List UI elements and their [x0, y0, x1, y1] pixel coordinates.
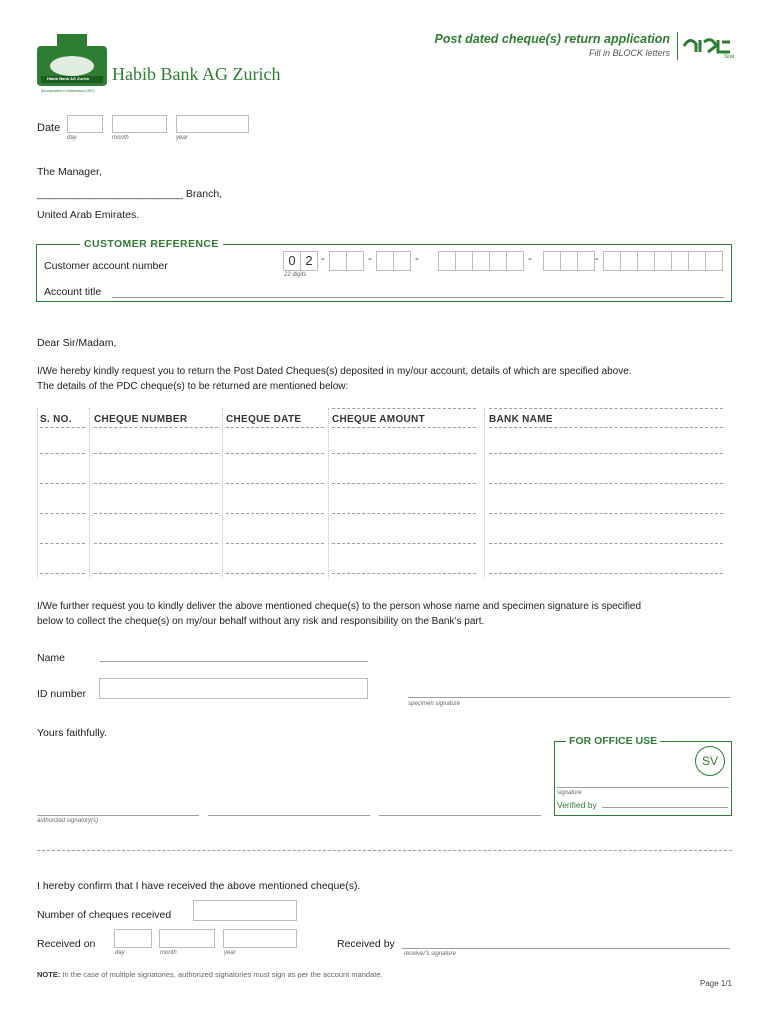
account-digit-box[interactable] [455, 251, 473, 271]
col-header-bank-name: BANK NAME [489, 414, 553, 425]
cell-cheque-number[interactable] [94, 513, 218, 514]
table-row[interactable] [37, 513, 725, 517]
account-digit-box[interactable] [577, 251, 595, 271]
cell-bank-name[interactable] [489, 483, 723, 484]
account-separator: - [321, 253, 325, 265]
cell-sno[interactable] [40, 543, 85, 544]
specimen-signature-line[interactable] [408, 688, 730, 698]
cell-cheque-number[interactable] [94, 453, 218, 454]
account-digit-box[interactable] [620, 251, 638, 271]
cell-cheque-date[interactable] [226, 453, 324, 454]
col-header-cheque-amount: CHEQUE AMOUNT [332, 414, 425, 425]
authorized-signature-line[interactable] [37, 806, 199, 816]
form-title: Post dated cheque(s) return application [434, 32, 670, 46]
collector-name-field[interactable] [100, 650, 368, 662]
cheque-table [37, 405, 725, 580]
account-digit-box[interactable] [543, 251, 561, 271]
sirat-logo-text: Sirat [723, 54, 734, 60]
col-header-sno: S. NO. [40, 414, 72, 425]
office-signature-caption: signature [557, 790, 582, 796]
col-header-cheque-number: CHEQUE NUMBER [94, 414, 188, 425]
cell-cheque-date[interactable] [226, 573, 324, 574]
cell-cheque-amount[interactable] [332, 513, 476, 514]
date-label: Date [37, 122, 61, 134]
form-subtitle: Fill in BLOCK letters [588, 48, 670, 58]
cell-cheque-amount[interactable] [332, 543, 476, 544]
collector-name-label: Name [37, 652, 66, 664]
header-topline [332, 408, 476, 409]
specimen-signature-caption: specimen signature [408, 701, 461, 707]
date-year-input[interactable] [176, 115, 249, 133]
received-on-label: Received on [37, 938, 96, 950]
digits-hint: 22 digits [284, 272, 307, 278]
cell-cheque-number[interactable] [94, 573, 218, 574]
cell-cheque-number[interactable] [94, 483, 218, 484]
cell-sno[interactable] [40, 513, 85, 514]
account-digit-box[interactable] [472, 251, 490, 271]
header-topline [489, 408, 723, 409]
authorized-signature-line[interactable] [208, 806, 370, 816]
col-header-cheque-date: CHEQUE DATE [226, 414, 302, 425]
cheques-count-label: Number of cheques received [37, 909, 172, 921]
received-month-input[interactable] [159, 929, 215, 948]
account-separator: - [415, 253, 419, 265]
salutation: Dear Sir/Madam, [37, 337, 117, 349]
table-row[interactable] [37, 573, 725, 577]
account-separator: - [368, 253, 372, 265]
cell-cheque-amount[interactable] [332, 573, 476, 574]
date-day-input[interactable] [67, 115, 103, 133]
receivers-signature-caption: receiver's signature [404, 951, 456, 957]
account-digit-box[interactable] [637, 251, 655, 271]
received-year-input[interactable] [223, 929, 297, 948]
account-separator: - [595, 253, 599, 265]
page-number: Page 1/1 [699, 979, 732, 988]
address-country: United Arab Emirates. [37, 209, 140, 221]
delivery-paragraph-line2: below to collect the cheque(s) on my/our behalf without any risk and responsibility on the Bank’s part. [37, 616, 485, 627]
cell-sno[interactable] [40, 453, 85, 454]
logo-subtext: (Incorporated in Switzerland 1967) [41, 89, 95, 93]
header-underline [226, 427, 324, 428]
cell-cheque-number[interactable] [94, 543, 218, 544]
cheques-count-input[interactable] [193, 900, 297, 921]
account-digit-box[interactable] [560, 251, 578, 271]
note-text: In the case of multiple signatories, authorized signatories must sign as per the account mandate. [62, 970, 383, 979]
date-year-hint: year [176, 135, 188, 141]
account-title-field[interactable] [112, 286, 724, 298]
date-month-hint: month [112, 135, 129, 141]
account-digit-box[interactable] [393, 251, 411, 271]
office-use-title: FOR OFFICE USE [566, 735, 660, 747]
cell-cheque-date[interactable] [226, 543, 324, 544]
cell-cheque-amount[interactable] [332, 453, 476, 454]
confirmation-statement: I hereby confirm that I have received the above mentioned cheque(s). [37, 880, 361, 892]
header-underline [40, 427, 85, 428]
sirat-logo-icon [682, 32, 734, 60]
account-digit-box[interactable] [671, 251, 689, 271]
header-underline [489, 427, 723, 428]
authorized-signature-line[interactable] [379, 806, 541, 816]
received-day-hint: day [115, 950, 125, 956]
account-number-label: Customer account number [44, 260, 168, 272]
sv-stamp: SV [695, 746, 725, 776]
verified-by-field[interactable] [602, 798, 728, 808]
account-digit-box[interactable]: 0 [283, 251, 301, 271]
received-month-hint: month [160, 950, 177, 956]
column-divider [89, 408, 90, 578]
date-month-input[interactable] [112, 115, 167, 133]
logo-text: Habib Bank AG Zurich [47, 76, 90, 81]
received-year-hint: year [224, 950, 236, 956]
address-branch[interactable]: _________________________ Branch, [37, 188, 223, 200]
delivery-paragraph-line1: I/We further request you to kindly deliver the above mentioned cheque(s) to the person whose name and specimen signature is specified [37, 601, 642, 612]
column-divider [484, 408, 485, 578]
section-divider [37, 850, 732, 851]
bank-logo [37, 32, 107, 98]
account-digit-box[interactable] [688, 251, 706, 271]
authorized-signatory-caption: authorized signatory(s) [37, 818, 99, 824]
account-digit-box[interactable] [329, 251, 347, 271]
account-digit-box[interactable] [376, 251, 394, 271]
cell-sno[interactable] [40, 573, 85, 574]
request-paragraph-line1: I/We hereby kindly request you to return the Post Dated Cheques(s) deposited in my/our account, details of which are specified above. [37, 366, 632, 377]
office-signature-line[interactable] [557, 780, 729, 788]
header-underline [332, 427, 476, 428]
cell-cheque-amount[interactable] [332, 483, 476, 484]
cell-cheque-date[interactable] [226, 513, 324, 514]
cell-bank-name[interactable] [489, 453, 723, 454]
cell-bank-name[interactable] [489, 543, 723, 544]
account-separator: - [528, 253, 532, 265]
table-row[interactable] [37, 543, 725, 547]
cell-cheque-date[interactable] [226, 483, 324, 484]
table-row[interactable] [37, 453, 725, 457]
account-digit-box[interactable] [489, 251, 507, 271]
received-by-field[interactable] [402, 937, 730, 949]
cell-sno[interactable] [40, 483, 85, 484]
collector-id-label: ID number [37, 688, 87, 700]
verified-by-label: Verified by [557, 800, 597, 810]
address-manager: The Manager, [37, 166, 102, 178]
received-day-input[interactable] [114, 929, 152, 948]
header-underline [94, 427, 218, 428]
request-paragraph-line2: The details of the PDC cheque(s) to be returned are mentioned below: [37, 381, 349, 392]
footer-note [37, 970, 383, 979]
bank-name: Habib Bank AG Zurich [112, 64, 281, 84]
cell-bank-name[interactable] [489, 513, 723, 514]
customer-reference-title: CUSTOMER REFERENCE [80, 238, 223, 250]
account-title-label: Account title [44, 286, 102, 298]
table-row[interactable] [37, 483, 725, 487]
account-digit-box[interactable] [438, 251, 456, 271]
cell-bank-name[interactable] [489, 573, 723, 574]
note-label: NOTE: [37, 970, 61, 979]
account-digit-box[interactable] [654, 251, 672, 271]
account-number-boxes[interactable] [283, 251, 725, 273]
column-divider [37, 408, 38, 578]
column-divider [328, 408, 329, 578]
collector-id-input[interactable] [99, 678, 368, 699]
received-by-label: Received by [337, 938, 395, 950]
column-divider [222, 408, 223, 578]
account-digit-box[interactable] [603, 251, 621, 271]
date-day-hint: day [67, 135, 77, 141]
account-digit-box[interactable] [705, 251, 723, 271]
header-divider [677, 32, 678, 60]
account-digit-box[interactable] [346, 251, 364, 271]
account-digit-box[interactable]: 2 [300, 251, 318, 271]
yours-faithfully: Yours faithfully. [37, 727, 108, 739]
account-digit-box[interactable] [506, 251, 524, 271]
